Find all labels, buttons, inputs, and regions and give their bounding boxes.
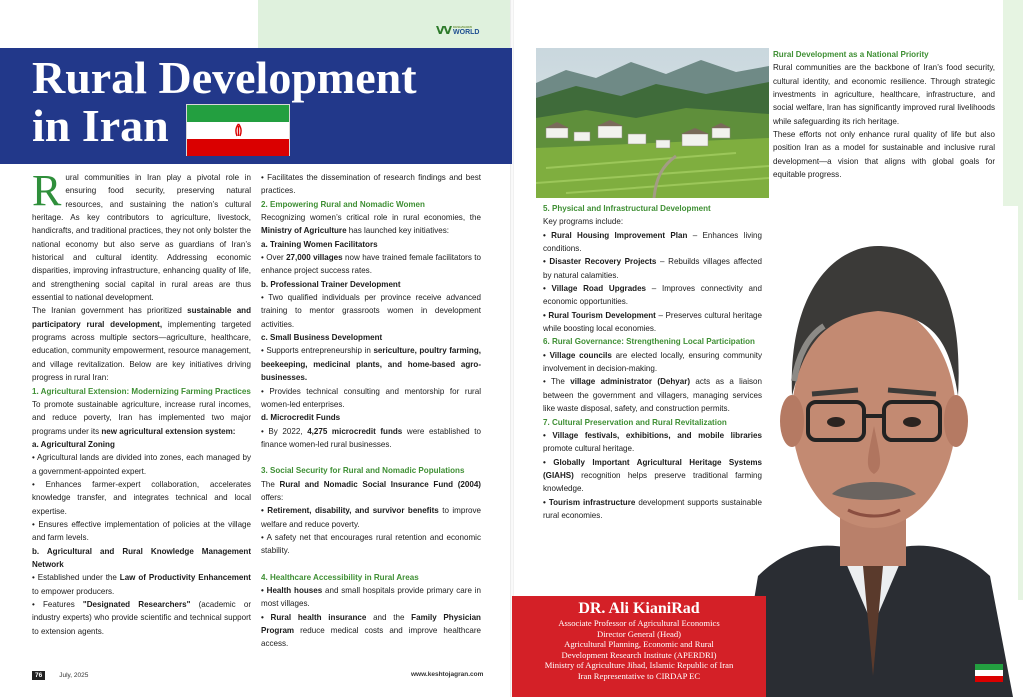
- author-role-line: Development Research Institute (APERDRI): [561, 649, 717, 660]
- drop-cap: R: [32, 166, 62, 215]
- text-run: are elected locally, ensuring community involvement in decision-making.: [543, 350, 762, 374]
- text-run: The Iranian government has prioritized: [32, 306, 188, 316]
- text-run-bold: • Retirement, disability, and survivor benefits: [261, 506, 439, 516]
- text-run-bold: • Globally Important Agricultural Heritage Systems (GIAHS): [543, 457, 762, 480]
- text-run-bold: 4,275 microcredit funds: [307, 426, 403, 436]
- text-run: reduce medical costs and improve healthcare access.: [261, 626, 481, 649]
- title-line-1: Rural Development: [32, 52, 417, 103]
- text-run-bold: • Rural Tourism Development: [543, 310, 656, 320]
- logo-subtext: KESHAVARZI: [453, 25, 473, 29]
- conclusion-paragraph-1: Rural communities are the backbone of Iran’s food security, cultural identity, and economic resilience. Through strategic investments in agriculture, healthcare, infrastructure, and social welfare, Iran has significantly improved rural livelihoods while safeguarding its rich heritage.: [773, 63, 995, 126]
- iran-flag-icon: [186, 104, 290, 156]
- section-heading-6: 6. Rural Governance: Strengthening Local Participation: [543, 337, 755, 347]
- text-run: • Features: [32, 600, 83, 609]
- title-line-2: in Iran: [32, 100, 169, 151]
- section-heading-1: 1. Agricultural Extension: Modernizing Farming Practices: [32, 386, 251, 396]
- bullet-item: [543, 229, 762, 256]
- author-name: DR. Ali KianiRad: [578, 600, 700, 617]
- text-run-bold: 27,000 villages: [286, 253, 343, 263]
- logo-text: [453, 25, 479, 36]
- section-heading-conclusion: Rural Development as a National Priority: [773, 50, 929, 59]
- subheading-knowledge-network: [32, 545, 251, 572]
- subheading-trainer: [261, 278, 481, 291]
- text-run-bold: • Village Road Upgrades: [543, 284, 647, 294]
- section-heading-2: 2. Empowering Rural and Nomadic Women: [261, 199, 425, 209]
- text-run: implementing targeted programs across multiple sectors—agriculture, healthcare, education, community empowerment, resource management, and village revitalization. Below are key initiatives driving progress in rural Iran:: [32, 319, 251, 383]
- bullet-item: [543, 349, 762, 376]
- text-run: • The: [543, 377, 571, 387]
- bullet-item: • Provides technical consulting and mentorship for rural women-led enterprises.: [261, 386, 481, 409]
- text-run: and the: [366, 612, 412, 622]
- spacer: [261, 558, 481, 571]
- author-role-line: Agricultural Planning, Economic and Rural: [564, 639, 714, 650]
- text-run-bold: • Disaster Recovery Projects: [543, 257, 657, 267]
- text-run: were established to finance women-led rural businesses.: [261, 426, 481, 449]
- government-paragraph: [32, 304, 251, 384]
- text-run: (academic or industry experts) who provide scientific and technical support to extension agents.: [32, 600, 252, 636]
- bullet-item: [543, 309, 762, 336]
- iran-emblem-icon: [233, 123, 244, 138]
- text-run: Recognizing women’s critical role in rural economies, the: [261, 213, 481, 223]
- article-column-4: [773, 48, 995, 181]
- text-run-bold: • Tourism infrastructure: [543, 497, 636, 507]
- text-run-bold: a. Agricultural Zoning: [32, 439, 115, 449]
- text-run: • Established under the: [32, 573, 120, 583]
- text-run: to improve welfare and reduce poverty.: [261, 506, 481, 529]
- section-heading-3: 3. Social Security for Rural and Nomadic Populations: [261, 466, 465, 476]
- bullet-item: [543, 282, 762, 309]
- text-run-bold: • Village festivals, exhibitions, and mobile libraries: [543, 430, 762, 440]
- text-run-bold: sericulture, poultry farming, beekeeping, medicinal plants, and home-based agro-businesses.: [261, 346, 481, 383]
- flag-green-stripe: [187, 105, 289, 122]
- bullet-item: • Enhances farmer-expert collaboration, accelerates knowledge transfer, and integrates technical and local expertise.: [32, 479, 251, 516]
- women-paragraph: [261, 211, 481, 238]
- magazine-logo: [436, 24, 479, 37]
- text-run-bold: • Health houses: [261, 585, 323, 595]
- text-run: – Enhances living conditions.: [543, 230, 762, 254]
- section-heading-5: 5. Physical and Infrastructural Development: [543, 204, 711, 213]
- text-run: • Supports entrepreneurship in: [261, 346, 374, 356]
- subheading-training: [261, 238, 481, 251]
- bullet-item: • Agricultural lands are divided into zones, each managed by a government-appointed expert.: [32, 453, 251, 476]
- text-run: • By 2022,: [261, 426, 308, 436]
- article-column-2: [261, 171, 481, 651]
- text-run-bold: Law of Productivity Enhancement: [119, 573, 251, 583]
- flag-red-stripe: [187, 139, 289, 156]
- text-run: acts as a liaison between the government and villagers, managing services like waste disposal, safety, and construction permits.: [543, 377, 762, 414]
- bullet-item: [32, 598, 251, 638]
- text-run-bold: Family Physician Program: [261, 612, 481, 635]
- insurance-paragraph: [261, 478, 481, 505]
- text-run-bold: • Village councils: [543, 350, 612, 360]
- intro-text: ural communities in Iran play a pivotal role in ensuring food security, preserving natural resources, and sustaining the nation’s cultural heritage. As key contributors to agriculture, livestock, handicrafts, and traditional practices, they not only bolster the national economy but also serve as guardians of Iran’s historical and cultural identity. Addressing economic disparities, improving infrastructure, enhancing quality of life, and strengthening social capital in rural areas are thus essential to national development.: [32, 173, 251, 303]
- bullet-item: [261, 584, 481, 611]
- text-run-bold: Ministry of Agriculture: [261, 226, 347, 236]
- text-run: now have trained female facilitators to enhance project success rates.: [261, 253, 481, 276]
- issue-date: July, 2025: [59, 672, 89, 679]
- bullet-item: [543, 429, 762, 456]
- bullet-item: [543, 456, 762, 496]
- subheading-small-business: [261, 331, 481, 344]
- text-run: – Improves connectivity and economic opportunities.: [543, 284, 762, 307]
- text-run-bold: c. Small Business Development: [261, 333, 383, 343]
- text-run-bold: • Rural health insurance: [261, 612, 367, 622]
- extension-paragraph: [32, 398, 251, 438]
- conclusion-paragraph-2: These efforts not only enhance rural quality of life but also position Iran as a model for sustainable and inclusive rural development—a vision that aligns with global goals for equitable progress.: [773, 130, 995, 180]
- bullet-item: [261, 344, 481, 384]
- text-run-bold: "Designated Researchers": [82, 600, 191, 609]
- text-run-bold: Rural and Nomadic Social Insurance Fund (2004): [279, 479, 481, 489]
- author-role-line: Director General (Head): [597, 628, 681, 639]
- text-run: to empower producers.: [32, 586, 115, 596]
- bullet-item: • A safety net that encourages rural retention and economic stability.: [261, 532, 481, 556]
- text-run-bold: new agricultural extension system:: [101, 426, 236, 436]
- text-run: • Over: [261, 253, 287, 263]
- bullet-item: [261, 504, 481, 531]
- infrastructure-intro: Key programs include:: [543, 217, 624, 227]
- text-run: promote cultural heritage.: [543, 444, 635, 454]
- bullet-item: [543, 255, 762, 282]
- logo-mark-icon: VV: [436, 24, 452, 37]
- text-run: development supports sustainable rural economies.: [543, 497, 762, 520]
- bullet-item: • Two qualified individuals per province receive advanced training to mentor grassroots women in development activities.: [261, 293, 481, 329]
- bullet-item: • Facilitates the dissemination of research findings and best practices.: [261, 173, 481, 196]
- subheading-zoning: [32, 438, 251, 451]
- text-run: – Preserves cultural heritage while boosting local economies.: [543, 310, 762, 334]
- bullet-item: [543, 496, 762, 523]
- text-run: recognition helps preserve traditional farming knowledge.: [543, 470, 762, 494]
- logo-word: WORLD: [453, 29, 480, 36]
- text-run: has launched key initiatives:: [346, 226, 449, 236]
- section-heading-7: 7. Cultural Preservation and Rural Revitalization: [543, 417, 727, 427]
- bullet-item: [32, 571, 251, 598]
- rural-village-photo: [536, 48, 769, 198]
- text-run: and small hospitals provide primary care in most villages.: [261, 585, 481, 609]
- page-number: 76: [32, 671, 45, 680]
- text-run: – Rebuilds villages affected by natural calamities.: [543, 257, 762, 280]
- section-heading-4: 4. Healthcare Accessibility in Rural Areas: [261, 572, 419, 582]
- bullet-item: [543, 375, 762, 415]
- intro-paragraph: [32, 166, 251, 304]
- author-name-card: [512, 596, 766, 697]
- bullet-item: • Ensures effective implementation of policies at the village and farm levels.: [32, 519, 251, 543]
- text-run-bold: b. Agricultural and Rural Knowledge Management Network: [32, 546, 251, 569]
- text-run: To promote sustainable agriculture, increase rural incomes, and reduce poverty, Iran has implemented two major programs under its: [32, 399, 251, 436]
- text-run: offers:: [261, 492, 284, 502]
- bullet-item: [261, 425, 481, 452]
- author-portrait: [728, 206, 1018, 697]
- spacer: [261, 451, 481, 464]
- article-column-3: [543, 202, 762, 522]
- subheading-microcredit: [261, 411, 481, 424]
- author-role-line: Iran Representative to CIRDAP EC: [577, 670, 701, 681]
- article-column-1: [32, 166, 252, 638]
- page-footer: [32, 671, 88, 680]
- footer-website: www.keshtojagran.com: [411, 671, 484, 678]
- lapel-flag-icon: [975, 664, 1003, 682]
- text-run-bold: • Rural Housing Improvement Plan: [543, 230, 688, 240]
- text-run-bold: sustainable and participatory rural development,: [32, 306, 252, 329]
- author-role-line: Associate Professor of Agricultural Economics: [558, 618, 720, 628]
- text-run-bold: d. Microcredit Funds: [261, 413, 341, 423]
- text-run-bold: a. Training Women Facilitators: [261, 239, 378, 249]
- author-role-line: Ministry of Agriculture Jihad, Islamic Republic of Iran: [544, 660, 734, 671]
- text-run-bold: b. Professional Trainer Development: [261, 279, 401, 289]
- text-run: The: [261, 479, 280, 489]
- text-run-bold: village administrator (Dehyar): [570, 377, 691, 387]
- bullet-item: [261, 251, 481, 278]
- bullet-item: [261, 611, 481, 651]
